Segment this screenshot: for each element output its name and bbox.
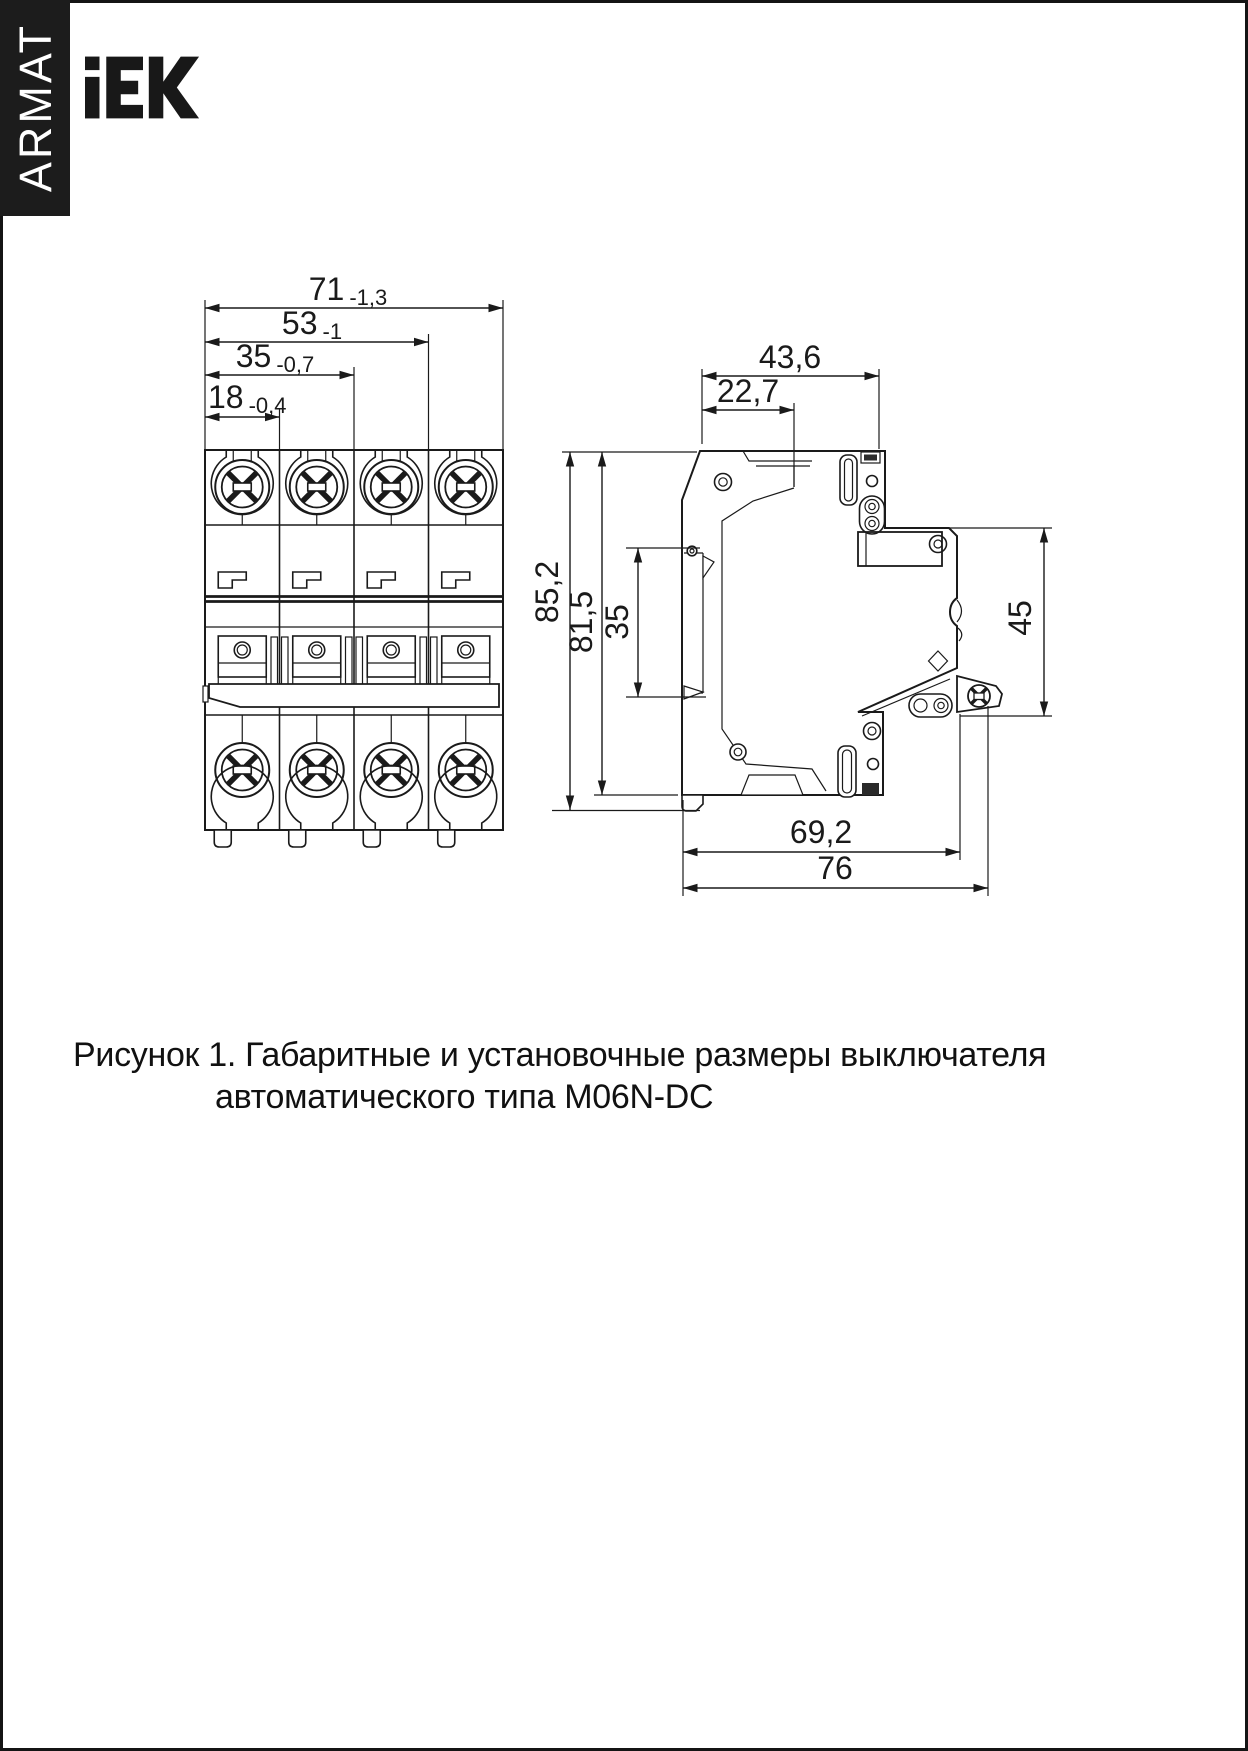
terminal-screw bbox=[957, 676, 1002, 712]
dim-label-45: 45 bbox=[1002, 600, 1038, 636]
side-outline bbox=[682, 451, 957, 795]
front-view bbox=[203, 271, 503, 847]
iek-logo-glyphs bbox=[85, 57, 199, 119]
dim-label-18: 18 -0,4 bbox=[208, 379, 287, 418]
armat-brand-text: ARMAT bbox=[9, 23, 61, 193]
dim-label-43-6: 43,6 bbox=[758, 339, 822, 375]
dim-side-height-body bbox=[563, 452, 602, 795]
dim-label-76: 76 bbox=[817, 850, 853, 886]
dim-label-35-side: 35 bbox=[599, 604, 635, 640]
caption-line-2: автоматического типа M06N-DC bbox=[215, 1078, 714, 1116]
dim-front-width-1pole bbox=[205, 379, 287, 418]
side-view bbox=[529, 339, 1052, 896]
front-dimensions bbox=[205, 271, 503, 450]
dim-label-69-2: 69,2 bbox=[789, 814, 853, 850]
figure-caption bbox=[73, 1034, 1046, 1118]
bottom-wedge bbox=[741, 775, 803, 795]
dim-label-22-7: 22,7 bbox=[716, 373, 780, 409]
toggle-bar bbox=[209, 684, 499, 707]
toggle-bar-end bbox=[203, 686, 208, 702]
dim-label-81-5: 81,5 bbox=[563, 590, 599, 654]
dim-label-35: 35 -0,7 bbox=[235, 338, 315, 377]
armat-brand-bar bbox=[0, 0, 70, 216]
dim-label-85-2: 85,2 bbox=[529, 560, 565, 624]
dim-label-53: 53 -1 bbox=[281, 305, 343, 344]
side-foot bbox=[682, 795, 703, 811]
dim-label-71: 71 -1,3 bbox=[308, 271, 388, 310]
iek-logo bbox=[85, 56, 201, 119]
caption-line-1: Рисунок 1. Габаритные и установочные размеры выключателя bbox=[73, 1036, 1047, 1074]
dim-front-width-total bbox=[205, 271, 503, 310]
